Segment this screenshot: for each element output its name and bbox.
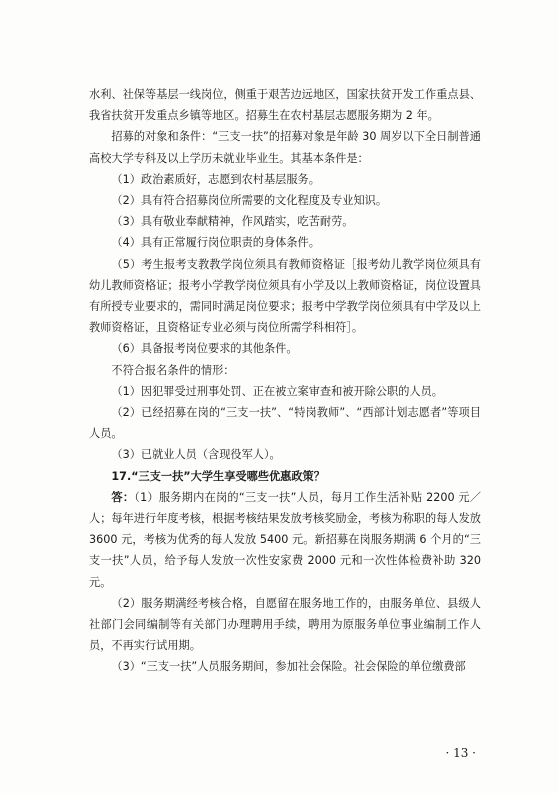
answer-label: 答： <box>111 490 135 504</box>
document-body <box>89 84 481 678</box>
answer-paragraph: （3）“三支一扶”人员服务期间，参加社会保险。社会保险的单位缴费部 <box>111 660 466 674</box>
paragraph-list <box>89 84 481 466</box>
paragraph: （6）具备报考岗位要求的其他条件。 <box>111 342 298 356</box>
paragraph: 水利、社保等基层一线岗位，侧重于艰苦边远地区，国家扶贫开发工作重点县、我省扶贫开发重点乡镇等地区。招募生在农村基层志愿服务期为 2 年。 <box>89 88 481 123</box>
answer-paragraph: （2）服务期满经考核合格，自愿留在服务地工作的，由服务单位、县级人社部门会同编制等有关部门办理聘用手续，聘用为原服务单位事业编制工作人员，不再实行试用期。 <box>89 596 481 653</box>
paragraph: 招募的对象和条件：“三支一扶”的招募对象是年龄 30 周岁以下全日制普通高校大学专科及以上学历未就业毕业生。其基本条件是： <box>89 130 481 165</box>
answer-first-text: （1）服务期内在岗的“三支一扶”人员，每月工作生活补贴 2200 元／人；每年进行年度考核，根据考核结果发放考核奖励金，考核为称职的每人发放 3600 元，考核为优秀的每人发放 5400 元。新招募在岗服务期满 6 个月的“三支一扶”人员，给予每人发放一次性安家费 2000 元和一次性体检费补助 320 元。 <box>89 490 481 589</box>
paragraph: （1）政治素质好，志愿到农村基层服务。 <box>111 172 320 186</box>
paragraph: （3）已就业人员（含现役军人）。 <box>111 448 281 462</box>
paragraph: 不符合报名条件的情形： <box>111 363 235 377</box>
paragraph: （3）具有敬业奉献精神，作风踏实，吃苦耐劳。 <box>111 215 354 229</box>
paragraph: （2）已经招募在岗的“三支一扶”、“特岗教师”、“西部计划志愿者”等项目人员。 <box>89 406 481 441</box>
page-number: · 13 · <box>445 746 476 760</box>
paragraph: （5）考生报考支教教学岗位须具有教师资格证［报考幼儿教学岗位须具有幼儿教师资格证；报考小学教学岗位须具有小学及以上教师资格证，岗位设置具有所授专业要求的，需同时满足岗位要求；报考中学教学岗位须具有中学及以上教师资格证，且资格证专业必须与岗位所需学科相符］。 <box>89 257 481 335</box>
paragraph: （1）因犯罪受过刑事处罚、正在被立案审查和被开除公职的人员。 <box>111 384 443 398</box>
answer-first-paragraph <box>89 487 481 593</box>
question-heading: 17.“三支一扶”大学生享受哪些优惠政策？ <box>111 469 325 483</box>
paragraph: （2）具有符合招募岗位所需要的文化程度及专业知识。 <box>111 194 388 208</box>
paragraph: （4）具有正常履行岗位职责的身体条件。 <box>111 236 320 250</box>
